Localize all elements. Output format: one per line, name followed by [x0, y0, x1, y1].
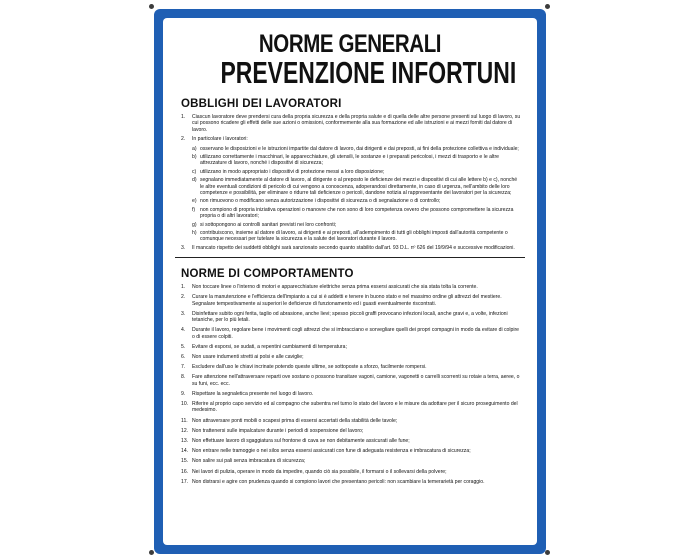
list-item: a) osservano le disposizioni e le istruzioni impartite dal datore di lavoro, dai dirigenti e dai preposti, ai fini della protezione collettiva e individuale; [192, 145, 519, 152]
list-item: c) utilizzano in modo appropriato i dispositivi di protezione messi a loro disposizione; [192, 168, 385, 175]
list-item: 16. Nei lavori di pulizia, operare in modo da impedire, quando ciò sia possibile, il formarsi o il sollevarsi della polvere; [181, 468, 447, 475]
list-item: 2. In particolare i lavoratori: [181, 136, 248, 143]
mounting-screw-icon [149, 4, 154, 9]
list-item: 4. Durante il lavoro, regolare bene i movimenti cogli attrezzi che si imbracciano e sorvegliare quelli dei propri compagni in modo da evitare di colpire o di essere colpiti. [181, 327, 520, 340]
section-heading-comportamento: NORME DI COMPORTAMENTO [181, 268, 354, 281]
list-item: 5. Evitare di esporsi, se sudati, a repentini cambiamenti di temperatura; [181, 343, 347, 350]
list-item: g) si sottopongono ai controlli sanitari previsti nei loro confronti; [192, 221, 337, 228]
section-divider [175, 257, 525, 258]
list-item: d) segnalano immediatamente al datore di lavoro, al dirigente o al preposto le deficienze dei mezzi e dispositivi di cui alle lettere b) e c), nonché le altre eventuali condizioni di pericolo di cui vengono a conoscenza, adoperandosi direttamente, in caso di urgenza, nell'ambito delle loro competenze e possibilità, per eliminare o ridurre tali deficienze o pericoli, dandone notizia al rappresentante dei lavoratori per la sicurezza; [192, 177, 518, 196]
section-heading-obblighi: OBBLIGHI DEI LAVORATORI [181, 98, 342, 110]
safety-sign [154, 9, 546, 554]
comportamento-list [175, 284, 525, 485]
list-item: e) non rimuovono o modificano senza autorizzazione i dispositivi di sicurezza o di segnalazione o di controllo; [192, 198, 441, 205]
list-item: f) non compiono di propria iniziativa operazioni o manovre che non sono di loro competenza ovvero che possono compromettere la sicurezza propria o di altri lavoratori; [192, 206, 514, 220]
list-item: 12. Non trattenersi sulle impalcature durante i periodi di sospensione del lavoro; [181, 427, 364, 434]
list-item: 9. Rispettare la segnaletica presente nel luogo di lavoro. [181, 390, 314, 397]
list-item: 8. Fare attenzione nell'attraversare reparti ove sostano o possono transitare vagoni, camione, vagonetti o carrelli scorrenti su rotaie a terra, aeree, o su funi, ecc. ecc. [181, 374, 520, 387]
list-item: 11. Non attraversare ponti mobili o scapesi prima di essersi accertati della stabilità delle tavole; [181, 417, 398, 424]
list-item: 17. Non distrarsi e agire con prudenza quando si compiono lavori che presentano pericoli: non scambiare la temerarietà per coraggio. [181, 478, 485, 485]
list-item: 14. Non entrare nelle tramoggie o nei silos senza essersi assicurati con fune di adeguata resistenza e imbracatura di sicurezza; [181, 448, 471, 455]
list-item: 15. Non salire sui pali senza imbracatura di sicurezza; [181, 458, 306, 465]
list-item: h) contribuiscono, insieme al datore di lavoro, ai dirigenti e ai preposti, all'adempimento di tutti gli obblighi imposti dall'autorità competente o comunque necessari per tutelare la sicurezza e la salute dei lavoratori durante il lavoro. [192, 230, 508, 243]
list-item: 1. Non toccare linee o l'interno di motori e apparecchiature elettriche senza prima essersi assicurati che sia stata tolta la corrente. [181, 284, 478, 291]
list-item: 3. Disinfettare subito ogni ferita, taglio od abrasione, anche lievi; spesso piccoli graffi provocano infezioni locali, anche gravi e, a volte, infezioni tetaniche, per lo più letali. [181, 310, 508, 324]
list-item: 13. Non effettuare lavoro di sgaggiatura sul frontone di cava se non debitamente assicurati alle fune; [181, 437, 410, 444]
list-item: b) utilizzano correttamente i macchinari, le apparecchiature, gli utensili, le sostanze e i preparati pericolosi, i mezzi di trasporto e le altre attrezzature di lavoro, nonché i dispositivi di sicurezza; [192, 154, 499, 167]
obblighi-list [175, 114, 525, 251]
list-item: 2. Curare la manutenzione e l'efficienza dell'impianto a cui si è addetti e tenere in buono stato e nel massimo ordine gli attrezzi del mestiere. Segnalare tempestivamente ai superiori le deficienze di funzionamento ed i guasti eventualmente riscontrati. [181, 294, 502, 307]
sign-panel [163, 18, 537, 545]
list-item: 1. Ciascun lavoratore deve prendersi cura della propria sicurezza e della propria salute e di quella delle altre persone presenti sul luogo di lavoro, su cui possono ricadere gli effetti delle sue azioni o omissioni, conformemente alla sua formazione ed alle istruzioni e ai mezzi forniti dal datore di lavoro. [181, 114, 521, 133]
title-line-2: PREVENZIONE INFORTUNI [220, 55, 517, 90]
mounting-screw-icon [545, 4, 550, 9]
title-line-1: NORME GENERALI [258, 30, 442, 58]
list-item: 3. Il mancato rispetto dei suddetti obblighi sarà sanzionato secondo quanto stabilito dall'art. 93 D.L. nº 626 del 19/9/94 e successive modificazioni. [181, 244, 515, 251]
mounting-screw-icon [545, 550, 550, 555]
list-item: 7. Escludere dall'uso le chiavi incrinate potendo queste ultime, se sottoposte a sforzo, facilmente rompersi. [181, 364, 427, 371]
mounting-screw-icon [149, 550, 154, 555]
list-item: 6. Non usare indumenti stretti ai polsi e alle caviglie; [181, 354, 304, 361]
list-item: 10. Riferire al proprio capo servizio ed al compagno che subentra nel turno lo stato del lavoro e le misure da adottare per il sicuro proseguimento del medesimo. [181, 401, 518, 414]
